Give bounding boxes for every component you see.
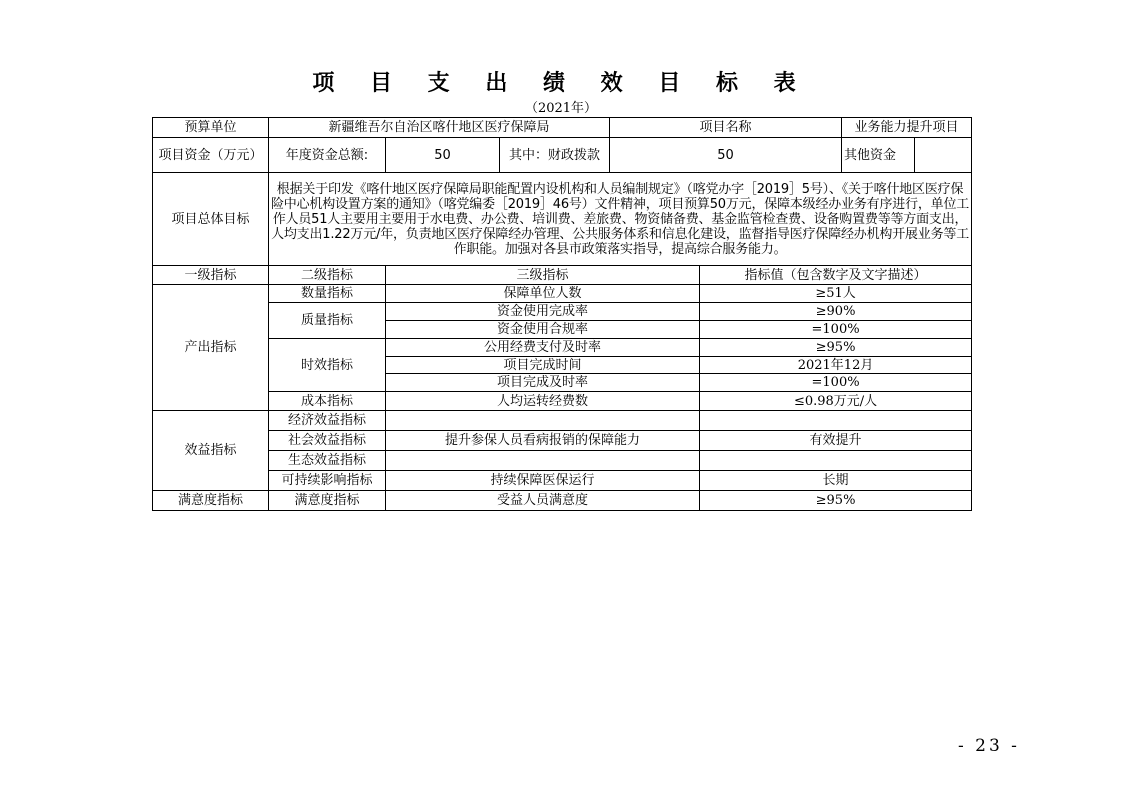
funds-row (153, 138, 972, 173)
other-funds-label: 其他资金 (842, 138, 915, 173)
quantity-indicator-label: 数量指标 (269, 285, 386, 303)
col-level1-header: 一级指标 (153, 266, 269, 285)
col-level3-header: 三级指标 (386, 266, 700, 285)
goal-label: 项目总体目标 (153, 173, 269, 266)
page-number: - 23 - (958, 736, 1020, 756)
table-row (153, 431, 972, 451)
year-subtitle: （2021年） (524, 101, 598, 116)
table-row (153, 303, 972, 321)
cost-indicator-label: 成本指标 (269, 392, 386, 411)
satisfaction-indicator-label: 满意度指标 (153, 491, 269, 511)
indicator-value: =100% (700, 374, 972, 392)
indicator-value: =100% (700, 321, 972, 339)
ecological-benefit-label: 生态效益指标 (269, 451, 386, 471)
table-row (153, 411, 972, 431)
indicator-value: 有效提升 (700, 431, 972, 451)
col-level2-header: 二级指标 (269, 266, 386, 285)
budget-unit-label: 预算单位 (153, 118, 269, 138)
fiscal-funds-label: 其中：财政拨款 (500, 138, 610, 173)
indicator-name (386, 451, 700, 471)
table-row (153, 471, 972, 491)
indicator-name: 受益人员满意度 (386, 491, 700, 511)
column-header-row (153, 266, 972, 285)
benefit-indicator-label: 效益指标 (153, 411, 269, 491)
annual-total-label: 年度资金总额: (269, 138, 386, 173)
timeliness-indicator-label: 时效指标 (269, 339, 386, 392)
page-title: 项 目 支 出 绩 效 目 标 表 (312, 71, 810, 96)
indicator-value: 2021年12月 (700, 357, 972, 374)
indicator-name: 提升参保人员看病报销的保障能力 (386, 431, 700, 451)
goal-text: 根据关于印发《喀什地区医疗保障局职能配置内设机构和人员编制规定》（喀党办字［2019］5号）、《关于喀什地区医疗保险中心机构设置方案的通知》（喀党编委［2019］46号）文件精神，项目预算50万元，保障本级经办业务有序进行，单位工作人员51人主要用主要用于水电费、办公费、培训费、差旅费、物资储备费、基金监管检查费、设备购置费等等方面支出，人均支出1.22万元/年，负责地区医疗保障经办管理、公共服务体系和信息化建设，监督指导医疗保障经办机构开展业务等工作职能。加强对各县市政策落实指导，提高综合服务能力。 (269, 173, 972, 266)
goal-row (153, 173, 972, 266)
indicator-value: ≤0.98万元/人 (700, 392, 972, 411)
indicator-name: 人均运转经费数 (386, 392, 700, 411)
indicator-value: ≥90% (700, 303, 972, 321)
quality-indicator-label: 质量指标 (269, 303, 386, 339)
project-name-value: 业务能力提升项目 (842, 118, 972, 138)
indicator-value: ≥51人 (700, 285, 972, 303)
indicator-name: 项目完成及时率 (386, 374, 700, 392)
table-row (153, 392, 972, 411)
output-indicator-label: 产出指标 (153, 285, 269, 411)
budget-unit-value: 新疆维吾尔自治区喀什地区医疗保障局 (269, 118, 610, 138)
project-name-label: 项目名称 (610, 118, 842, 138)
sustainable-impact-label: 可持续影响指标 (269, 471, 386, 491)
satisfaction-sub-label: 满意度指标 (269, 491, 386, 511)
indicator-value (700, 411, 972, 431)
indicator-value: ≥95% (700, 339, 972, 357)
indicator-name: 保障单位人数 (386, 285, 700, 303)
indicator-value (700, 451, 972, 471)
table-row (153, 451, 972, 471)
indicator-name: 项目完成时间 (386, 357, 700, 374)
budget-unit-row (153, 118, 972, 138)
social-benefit-label: 社会效益指标 (269, 431, 386, 451)
indicator-name (386, 411, 700, 431)
table-row (153, 285, 972, 303)
annual-total-value: 50 (386, 138, 500, 173)
indicator-name: 资金使用合规率 (386, 321, 700, 339)
other-funds-value (915, 138, 972, 173)
indicator-name: 资金使用完成率 (386, 303, 700, 321)
table-row (153, 491, 972, 511)
col-value-header: 指标值（包含数字及文字描述） (700, 266, 972, 285)
fiscal-funds-value: 50 (610, 138, 842, 173)
table-row (153, 339, 972, 357)
indicator-value: ≥95% (700, 491, 972, 511)
funds-label: 项目资金（万元） (153, 138, 269, 173)
performance-table (152, 117, 972, 511)
indicator-name: 持续保障医保运行 (386, 471, 700, 491)
indicator-value: 长期 (700, 471, 972, 491)
indicator-name: 公用经费支付及时率 (386, 339, 700, 357)
economic-benefit-label: 经济效益指标 (269, 411, 386, 431)
